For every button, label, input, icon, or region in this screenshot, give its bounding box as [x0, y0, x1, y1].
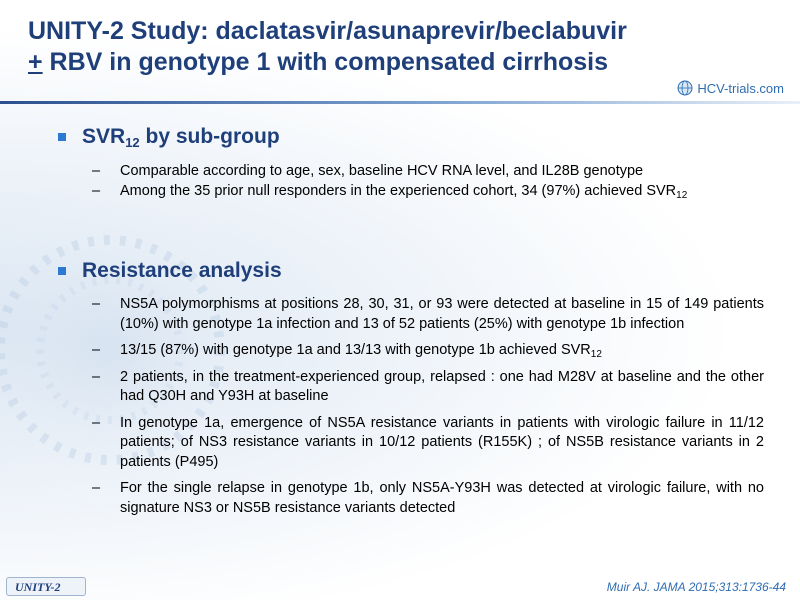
square-bullet-icon	[58, 267, 66, 275]
heading-text: Resistance analysis	[82, 259, 282, 282]
title-line-2: RBV in genotype 1 with compensated cirrhosis	[42, 48, 609, 76]
list-item: – 2 patients, in the treatment-experienced group, relapsed : one had M28V at baseline and the other had Q30H and Y93H at baseline	[92, 368, 764, 407]
list-item: – Among the 35 prior null responders in the experienced cohort, 34 (97%) achieved $SVR_{12}$	[92, 182, 764, 202]
list-item: – 13/15 (87%) with genotype 1a and 13/13 with genotype 1b achieved $SVR_{12}$	[92, 341, 764, 361]
section-heading-svr	[58, 125, 280, 149]
svr-item-list	[92, 162, 764, 201]
title-plus-minus: +	[28, 48, 43, 76]
list-item: – NS5A polymorphisms at positions 28, 30, 31, or 93 were detected at baseline in 15 of 149 patients (10%) with genotype 1a infection and 13 of 52 patients (25%) with genotype 1b infection	[92, 295, 764, 334]
study-tag: UNITY-2	[6, 577, 86, 596]
list-item: – Comparable according to age, sex, baseline HCV RNA level, and IL28B genotype	[92, 162, 764, 182]
logo-text: HCV-trials.com	[697, 80, 784, 96]
globe-icon	[677, 80, 693, 96]
hcv-trials-logo	[677, 77, 784, 99]
citation: Muir AJ. JAMA 2015;313:1736-44	[606, 580, 786, 594]
resistance-item-list	[92, 295, 764, 518]
list-item: – In genotype 1a, emergence of NS5A resistance variants in patients with virologic failure in 11/12 patients; of NS3 resistance variants in 10/12 patients (R155K) ; of NS5B resistance variants in 2 patients (P495)	[92, 414, 764, 473]
square-bullet-icon	[58, 133, 66, 141]
title-line-1: UNITY-2 Study: daclatasvir/asunaprevir/beclabuvir	[28, 17, 627, 45]
slide-title	[28, 16, 788, 78]
list-item: – For the single relapse in genotype 1b, only NS5A-Y93H was detected at virologic failure, with no signature NS3 or NS5B resistance variants detected	[92, 479, 764, 518]
section-heading-resistance	[58, 259, 282, 283]
title-divider	[0, 101, 800, 104]
heading-text: $SVR_{12}$ by sub-group	[82, 125, 280, 150]
